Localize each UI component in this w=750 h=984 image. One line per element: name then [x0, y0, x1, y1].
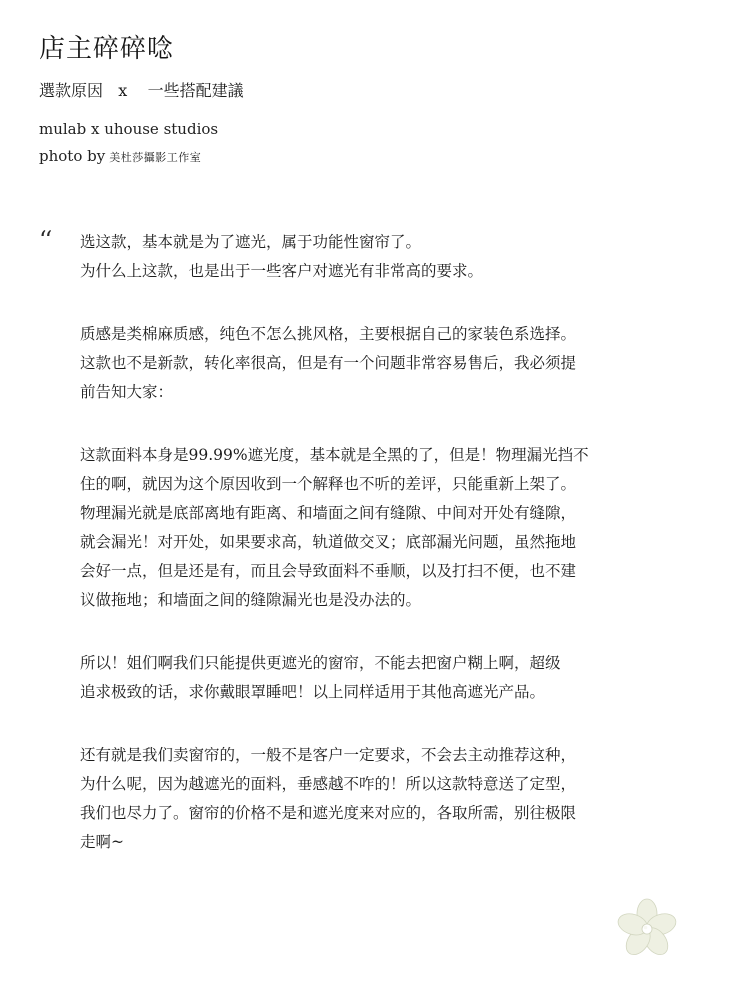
text-line: 物理漏光就是底部离地有距离、和墙面之间有缝隙、中间对开处有缝隙， [80, 504, 577, 522]
quote-mark: ‘‘ [39, 226, 51, 254]
text-line: 这款也不是新款，转化率很高，但是有一个问题非常容易售后，我必须提 [80, 354, 577, 372]
text-line: 质感是类棉麻质感，纯色不怎么挑风格，主要根据自己的家装色系选择。 [80, 325, 577, 343]
text-line: 追求极致的话，求你戴眼罩睡吧！以上同样适用于其他高遮光产品。 [80, 683, 546, 701]
text-line: 就会漏光！对开处，如果要求高，轨道做交叉；底部漏光问题，虽然拖地 [80, 533, 577, 551]
brand-line: mulab x uhouse studios [39, 120, 219, 138]
flower-center [642, 924, 652, 934]
paragraph [80, 441, 650, 615]
text-line: 还有就是我们卖窗帘的，一般不是客户一定要求，不会去主动推荐这种， [80, 746, 577, 764]
text-line: 会好一点，但是还是有，而且会导致面料不垂顺，以及打扫不便，也不建 [80, 562, 577, 580]
paragraph [80, 649, 650, 707]
photo-credit [39, 145, 699, 169]
text-line: 选这款，基本就是为了遮光，属于功能性窗帘了。 [80, 233, 422, 251]
text-line: 这款面料本身是99.99%遮光度，基本就是全黑的了，但是！物理漏光挡不 [80, 446, 589, 464]
text-line: 为什么上这款，也是出于一些客户对遮光有非常高的要求。 [80, 262, 484, 280]
flower-graphic [612, 896, 682, 960]
header [39, 30, 699, 169]
text-line: 所以！姐们啊我们只能提供更遮光的窗帘，不能去把窗户糊上啊，超级 [80, 654, 561, 672]
text-line: 议做拖地；和墙面之间的缝隙漏光也是没办法的。 [80, 591, 422, 609]
text-line: 住的啊，就因为这个原因收到一个解释也不听的差评，只能重新上架了。 [80, 475, 577, 493]
text-line: 前告知大家： [80, 383, 174, 401]
page-title: 店主碎碎唸 [39, 34, 175, 64]
text-line: 为什么呢，因为越遮光的面料，垂感越不咋的！所以这款特意送了定型， [80, 775, 577, 793]
text-line: 走啊~ [80, 833, 124, 851]
page-subtitle: 選款原因 x 一些搭配建議 [39, 81, 244, 100]
paragraph [80, 320, 650, 407]
text-line: 我们也尽力了。窗帘的价格不是和遮光度来对应的，各取所需，别往极限 [80, 804, 577, 822]
photo-credit-prefix: photo by [39, 147, 106, 165]
flower-center-shine [644, 926, 648, 930]
flower-icon [612, 896, 682, 960]
paragraph [80, 228, 650, 286]
photo-credit-studio: 美杜莎攝影工作室 [109, 151, 202, 164]
article-body [80, 228, 650, 891]
paragraph [80, 741, 650, 857]
